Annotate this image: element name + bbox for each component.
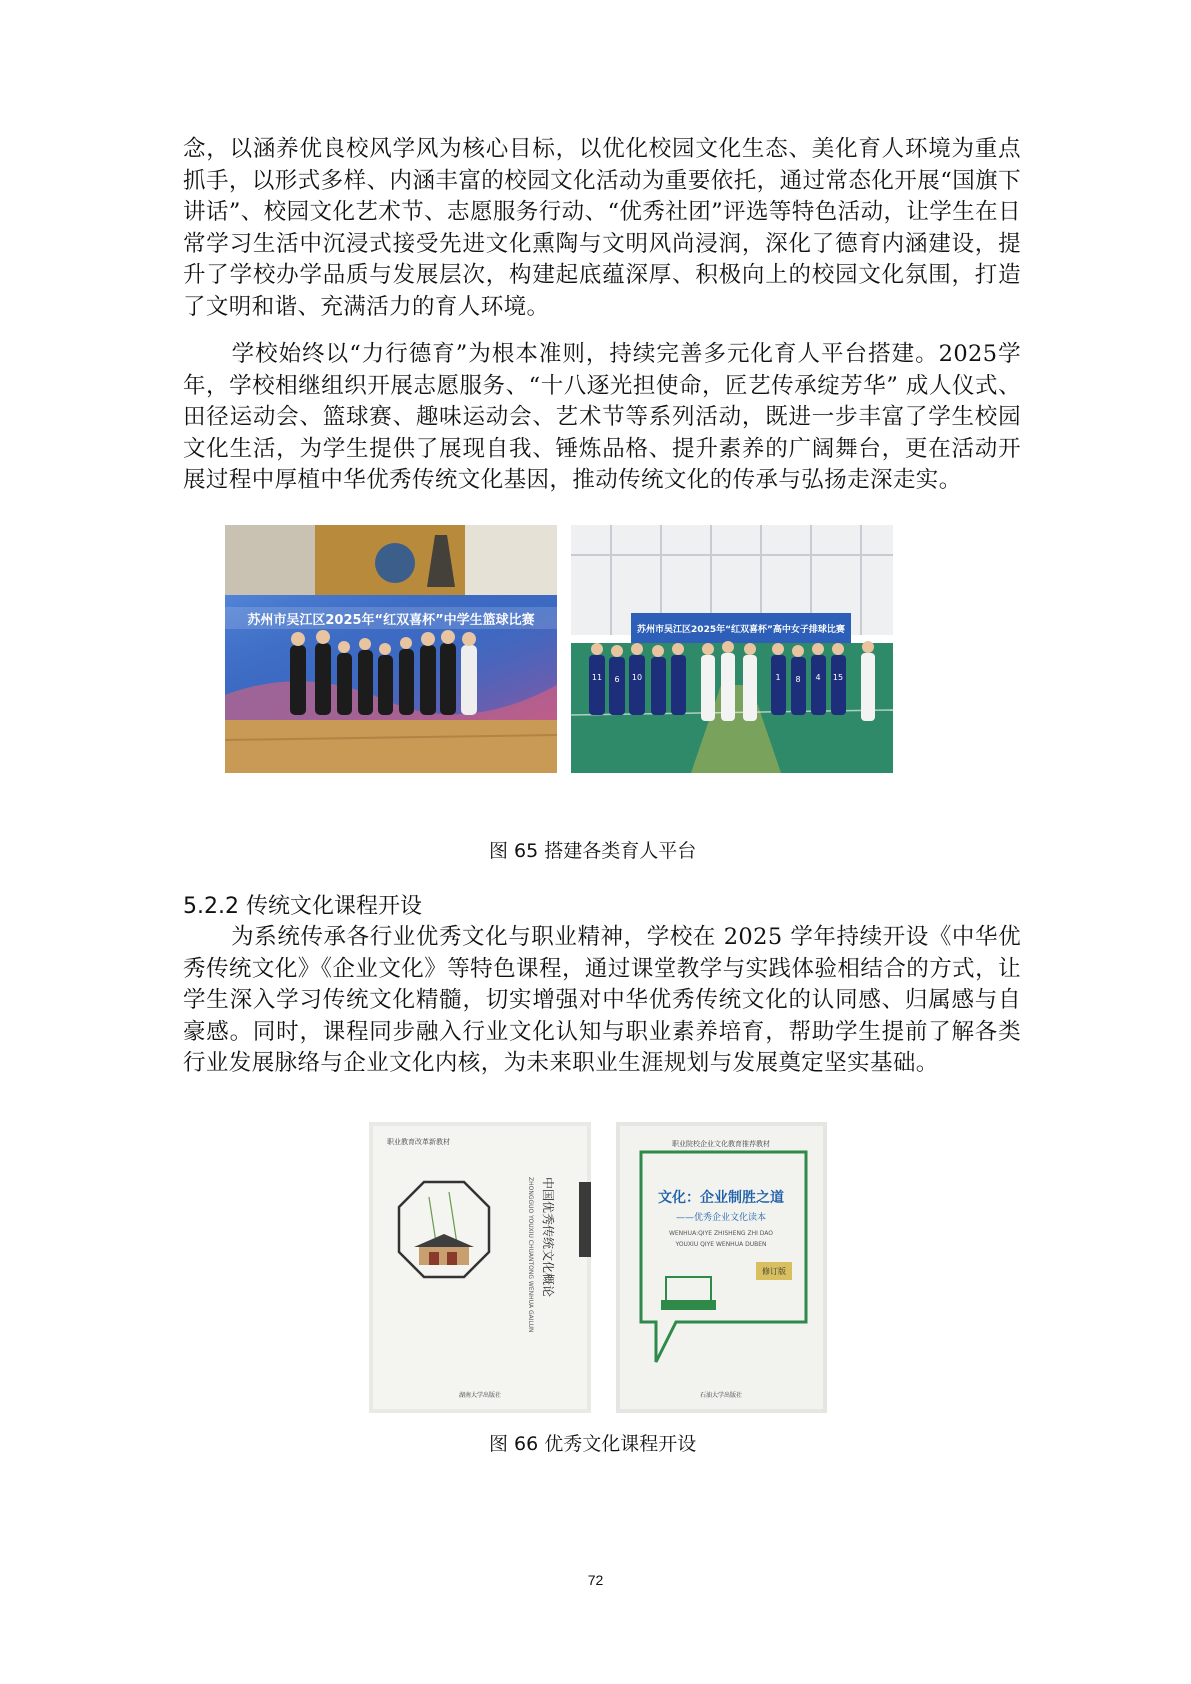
book1-series: 职业教育改革新教材 [387, 1138, 450, 1146]
book2-edition: 修订版 [762, 1267, 786, 1276]
book1-title: 中国优秀传统文化概论 [541, 1177, 555, 1298]
photo1-banner-text: 苏州市吴江区2025年“红双喜杯”中学生篮球比赛 [247, 613, 535, 628]
figure-66-caption: 图 66 优秀文化课程开设 [489, 1433, 697, 1455]
book2-publisher: 石油大学出版社 [699, 1392, 743, 1399]
paragraph-3-text: 为系统传承各行业优秀文化与职业精神，学校在 2025 学年持续开设《中华优秀传统文化》《企业文化》等特色课程，通过课堂教学与实践体验相结合的方式，让学生深入学习传统文化精髓，切实增强对中华优秀传统文化的认同感、归属感与自豪感。同时，课程同步融入行业文化认知与职业素养培育，帮助学生提前了解各类行业发展脉络与企业文化内核，为未来职业生涯规划与发展奠定坚实基础。 [183, 924, 1021, 1076]
volleyball-team-photo [571, 525, 893, 773]
jersey-number: 1 [775, 673, 781, 682]
book-cover-corporate-culture [616, 1122, 827, 1413]
page-number: 72 [587, 1572, 604, 1588]
book1-pinyin: ZHONGGUO YOUXIU CHUANTONG WENHUA GAILUN [527, 1177, 534, 1333]
basketball-team-photo [225, 525, 557, 773]
book2-pinyin1: WENHUA:QIYE ZHISHENG ZHI DAO [668, 1230, 774, 1237]
section-heading: 5.2.2 传统文化课程开设 [183, 894, 422, 919]
figure-65-caption: 图 65 搭建各类育人平台 [489, 840, 697, 862]
book2-subtitle: ——优秀企业文化读本 [675, 1213, 767, 1223]
photo2-banner-text: 苏州市吴江区2025年“红双喜杯”高中女子排球比赛 [637, 625, 845, 635]
jersey-number: 8 [795, 675, 801, 684]
jersey-number: 15 [832, 673, 844, 682]
paragraph-2 [183, 339, 1021, 497]
paragraph-3 [183, 922, 1021, 1080]
jersey-number: 11 [591, 673, 603, 682]
book2-series: 职业院校企业文化教育推荐教材 [672, 1140, 770, 1148]
book2-pinyin2: YOUXIU QIYE WENHUA DUBEN [675, 1241, 767, 1248]
jersey-number: 6 [614, 675, 620, 684]
book-cover-traditional-culture [369, 1122, 591, 1413]
book2-title: 文化：企业制胜之道 [658, 1190, 784, 1206]
book1-publisher: 湖南大学出版社 [458, 1392, 502, 1399]
jersey-number: 10 [631, 673, 643, 682]
paragraph-1: 念，以涵养优良校风学风为核心目标，以优化校园文化生态、美化育人环境为重点抓手，以形式多样、内涵丰富的校园文化活动为重要依托，通过常态化开展“国旗下讲话”、校园文化艺术节、志愿服务行动、“优秀社团”评选等特色活动，让学生在日常学习生活中沉浸式接受先进文化熏陶与文明风尚浸润，深化了德育内涵建设，提升了学校办学品质与发展层次，构建起底蕴深厚、积极向上的校园文化氛围，打造了文明和谐、充满活力的育人环境。 [183, 136, 1021, 320]
jersey-number: 4 [815, 673, 821, 682]
paragraph-2-text: 学校始终以“力行德育”为根本准则，持续完善多元化育人平台搭建。2025学年，学校相继组织开展志愿服务、“十八逐光担使命，匠艺传承绽芳华” 成人仪式、田径运动会、篮球赛、趣味运动会、艺术节等系列活动，既进一步丰富了学生校园文化生活，为学生提供了展现自我、锤炼品格、提升素养的广阔舞台，更在活动开展过程中厚植中华优秀传统文化基因，推动传统文化的传承与弘扬走深走实。 [183, 341, 1021, 493]
